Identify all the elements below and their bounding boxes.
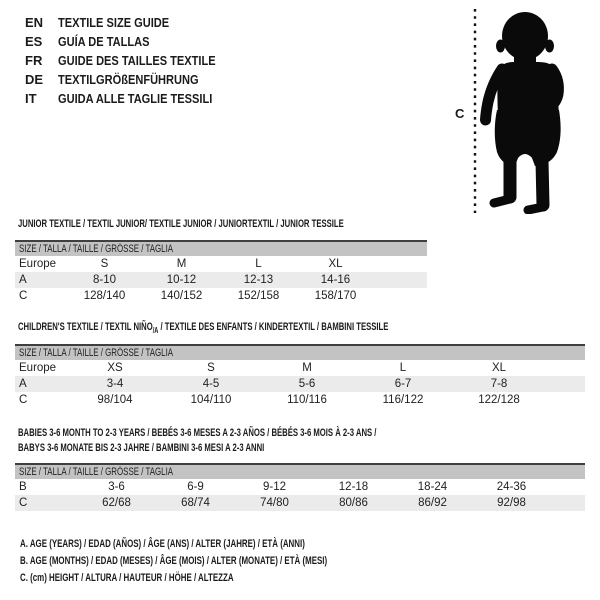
size-header-label: SIZE / TALLA / TAILLE / GRÖSSE / TAGLIA xyxy=(19,347,174,359)
figure-measure-label: C xyxy=(455,106,465,121)
row-label: B xyxy=(19,481,27,493)
babies-title-line2: BABYS 3-6 MONATE BIS 2-3 JAHRE / BAMBINI 3-6 MESI A 2-3 ANNI xyxy=(18,442,265,454)
language-row-fr xyxy=(25,51,243,70)
height-measure-dotted-line xyxy=(472,7,478,214)
age-cell: 24-36 xyxy=(496,481,527,493)
babies-size-table xyxy=(15,463,585,511)
table-row-c xyxy=(15,288,427,304)
language-row-de xyxy=(25,70,243,89)
language-row-it xyxy=(25,89,243,108)
row-label: C xyxy=(19,394,28,406)
height-cell: 86/92 xyxy=(418,497,447,509)
size-cell: S xyxy=(100,258,109,270)
height-cell: 74/80 xyxy=(260,497,289,509)
language-title: TEXTILGRÖßENFÜHRUNG xyxy=(58,72,199,87)
height-cell: 128/140 xyxy=(83,290,126,302)
height-cell: 116/122 xyxy=(382,394,424,406)
age-cell: 18-24 xyxy=(417,481,448,493)
size-cell: S xyxy=(207,362,215,374)
height-cell: 158/170 xyxy=(314,290,357,302)
children-size-table xyxy=(15,344,585,408)
age-cell: 6-9 xyxy=(187,481,204,493)
language-code: ES xyxy=(25,34,43,49)
height-cell: 92/98 xyxy=(497,497,526,509)
babies-section-title xyxy=(18,426,530,456)
size-header-bar xyxy=(15,240,427,256)
language-code: DE xyxy=(25,72,44,87)
legend xyxy=(20,536,447,587)
age-cell: 3-4 xyxy=(106,378,124,390)
table-row-europe xyxy=(15,256,427,272)
baby-silhouette xyxy=(480,6,598,214)
age-cell: 4-5 xyxy=(202,378,220,390)
row-label: Europe xyxy=(19,362,57,374)
age-cell: 5-6 xyxy=(298,378,316,390)
size-cell: XL xyxy=(328,258,343,270)
language-title: GUIDE DES TAILLES TEXTILE xyxy=(58,53,216,68)
size-header-bar xyxy=(15,463,585,479)
language-row-es xyxy=(25,32,243,51)
age-cell: 10-12 xyxy=(166,274,197,286)
age-cell: 12-13 xyxy=(243,274,274,286)
babies-title-line1: BABIES 3-6 MONTH TO 2-3 YEARS / BEBÉS 3-6 MESES A 2-3 AÑOS / BÉBÉS 3-6 MOIS À 2-3 ANS / xyxy=(18,427,377,439)
table-row-europe xyxy=(15,360,585,376)
height-cell: 122/128 xyxy=(478,394,520,406)
junior-size-table xyxy=(15,240,427,304)
size-cell: L xyxy=(399,362,407,374)
height-cell: 140/152 xyxy=(160,290,203,302)
language-code: EN xyxy=(25,15,44,30)
age-cell: 3-6 xyxy=(108,481,125,493)
table-row-c xyxy=(15,495,585,511)
size-cell: XS xyxy=(107,362,123,374)
size-cell: M xyxy=(176,258,187,270)
size-cell: L xyxy=(255,258,262,270)
row-label: C xyxy=(19,290,28,302)
children-section-title xyxy=(18,320,547,338)
age-cell: 12-18 xyxy=(338,481,369,493)
row-label: Europe xyxy=(19,258,57,270)
row-label: C xyxy=(19,497,28,509)
table-row-a xyxy=(15,376,585,392)
age-cell: 8-10 xyxy=(92,274,117,286)
junior-section-title xyxy=(18,217,483,232)
height-cell: 152/158 xyxy=(237,290,280,302)
language-title: GUIDA ALLE TAGLIE TESSILI xyxy=(58,91,213,106)
height-cell: 110/116 xyxy=(287,394,327,406)
height-cell: 62/68 xyxy=(102,497,131,509)
table-row-c xyxy=(15,392,585,408)
size-cell: M xyxy=(302,362,312,374)
height-cell: 104/110 xyxy=(190,394,232,406)
legend-line-b: B. AGE (MONTHS) / EDAD (MESES) / ÂGE (MOIS) / ALTER (MONATE) / ETÀ (MESI) xyxy=(20,555,328,567)
size-header-label: SIZE / TALLA / TAILLE / GRÖSSE / TAGLIA xyxy=(19,466,174,478)
table-row-a xyxy=(15,272,427,288)
language-list xyxy=(25,13,243,108)
row-label: A xyxy=(19,378,27,390)
children-title-text: CHILDREN'S TEXTILE / TEXTIL $NIÑO_{/A}$ / TEXTILE DES ENFANTS / KINDERTEXTIL / BAMBINI TESSILE xyxy=(18,321,389,336)
language-title: GUÍA DE TALLAS xyxy=(58,34,150,49)
height-cell: 68/74 xyxy=(181,497,210,509)
row-label: A xyxy=(19,274,27,286)
age-cell: 7-8 xyxy=(490,378,508,390)
legend-line-c: C. (cm) HEIGHT / ALTURA / HAUTEUR / HÖHE / ALTEZZA xyxy=(20,572,234,584)
language-title: TEXTILE SIZE GUIDE xyxy=(58,15,170,30)
age-cell: 6-7 xyxy=(394,378,412,390)
language-code: IT xyxy=(25,91,37,106)
age-cell: 9-12 xyxy=(262,481,287,493)
size-header-label: SIZE / TALLA / TAILLE / GRÖSSE / TAGLIA xyxy=(19,243,174,255)
size-cell: XL xyxy=(491,362,507,374)
legend-line-a: A. AGE (YEARS) / EDAD (AÑOS) / ÂGE (ANS) / ALTER (JAHRE) / ETÀ (ANNI) xyxy=(20,538,305,550)
height-cell: 98/104 xyxy=(97,394,133,406)
language-code: FR xyxy=(25,53,43,68)
size-header-bar xyxy=(15,344,585,360)
language-row-en xyxy=(25,13,243,32)
table-row-b xyxy=(15,479,585,495)
junior-title-text: JUNIOR TEXTILE / TEXTIL JUNIOR/ TEXTILE JUNIOR / JUNIORTEXTIL / JUNIOR TESSILE xyxy=(18,218,344,230)
height-cell: 80/86 xyxy=(339,497,368,509)
age-cell: 14-16 xyxy=(320,274,351,286)
